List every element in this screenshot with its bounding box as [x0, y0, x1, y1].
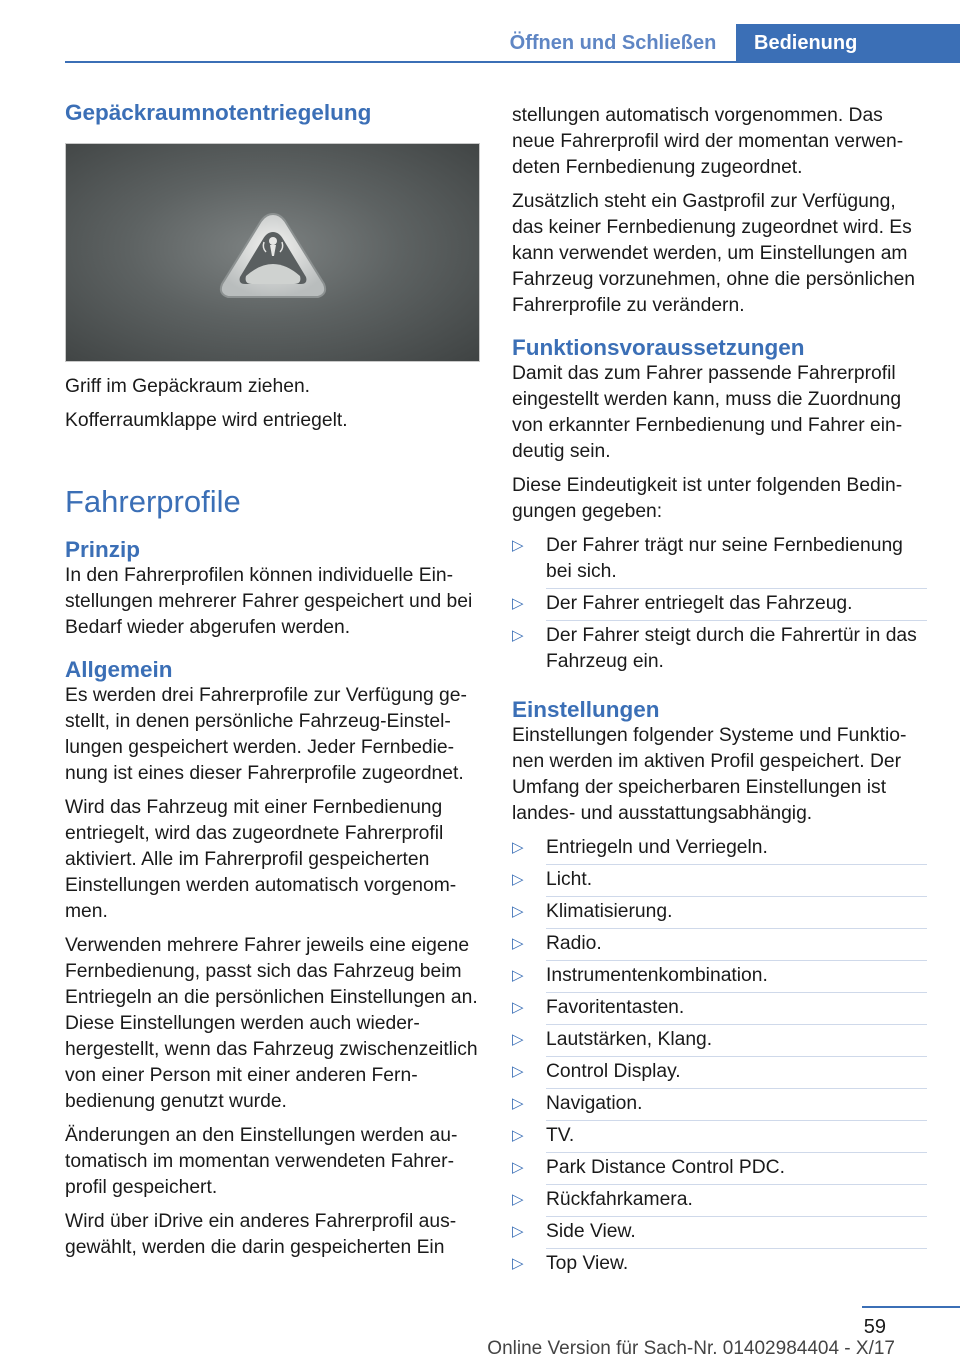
heading-allgemein: Allgemein: [65, 657, 173, 682]
paragraph-allgemein-1: Es werden drei Fahrerprofile zur Verfügung gestellt, in denen persönliche Fahrzeug-Einstellungen gespeichert werden. Jeder Fernbedienung ist eines dieser Fahrerprofile zugeordnet.: [65, 685, 467, 784]
list-item: ▷ Park Distance Control PDC.: [512, 1155, 927, 1185]
list-item: ▷ Der Fahrer trägt nur seine Fernbedienung bei sich.: [512, 533, 927, 589]
bullet-triangle-icon: ▷: [512, 967, 524, 984]
header-rule: [65, 61, 960, 63]
list-item: ▷ Lautstärken, Klang.: [512, 1027, 927, 1057]
trunk-emergency-release-handle-icon: [66, 144, 479, 361]
bullet-triangle-icon: ▷: [512, 1223, 524, 1240]
list-item: ▷ Navigation.: [512, 1091, 927, 1121]
list-item: ▷ Der Fahrer steigt durch die Fahrertür in das Fahrzeug ein.: [512, 625, 917, 672]
heading-fahrerprofile: Fahrerprofile: [65, 484, 241, 519]
paragraph-funktion-2: Diese Eindeutigkeit ist unter folgenden Bedingungen gegeben:: [512, 475, 903, 522]
header-section-title: Öffnen und Schließen: [509, 32, 717, 54]
list-item: ▷ Favoritentasten.: [512, 995, 927, 1025]
right-column: [512, 103, 927, 1285]
bullet-triangle-icon: ▷: [512, 1255, 524, 1272]
bullet-triangle-icon: ▷: [512, 1095, 524, 1112]
bullet-triangle-icon: ▷: [512, 839, 524, 856]
header-tab-bedienung: Bedienung: [736, 24, 960, 63]
bullet-triangle-icon: ▷: [512, 935, 524, 952]
bullet-triangle-icon: ▷: [512, 871, 524, 888]
bullet-triangle-icon: ▷: [512, 627, 524, 644]
paragraph-allgemein-4: Änderungen an den Einstellungen werden automatisch im momentan verwendeten Fahrerprofil gespeichert.: [65, 1125, 458, 1198]
list-item: ▷ Instrumentenkombination.: [512, 963, 927, 993]
paragraph-allgemein-5: Wird über iDrive ein anderes Fahrerprofil ausgewählt, werden die darin gespeicherten Ein: [65, 1211, 457, 1258]
trunk-release-photo: [65, 143, 480, 362]
paragraph-prinzip: In den Fahrerprofilen können individuelle Einstellungen mehrerer Fahrer gespeichert und bei Bedarf wieder abgerufen werden.: [65, 565, 473, 638]
heading-prinzip: Prinzip: [65, 537, 141, 562]
bullet-triangle-icon: ▷: [512, 903, 524, 920]
heading-notentriegelung: Gepäckraumnotentriegelung: [65, 100, 372, 125]
list-item: ▷ Entriegeln und Verriegeln.: [512, 835, 927, 865]
paragraph-funktion-1: Damit das zum Fahrer passende Fahrerprofil eingestellt werden kann, muss die Zuordnung von erkannter Fernbedienung und Fahrer eindeutig sein.: [512, 363, 903, 462]
paragraph-griff: Griff im Gepäckraum ziehen.: [65, 376, 311, 397]
list-item: ▷ Top View.: [512, 1251, 927, 1277]
list-item: ▷ Control Display.: [512, 1059, 927, 1089]
bullet-triangle-icon: ▷: [512, 537, 524, 554]
left-column: [65, 100, 480, 1269]
paragraph-continued: stellungen automatisch vorgenommen. Das neue Fahrerprofil wird der momentan verwendeten Fernbedienung zugeordnet.: [512, 105, 904, 178]
footer-rule: [862, 1306, 960, 1308]
bullet-triangle-icon: ▷: [512, 999, 524, 1016]
paragraph-gastprofil: Zusätzlich steht ein Gastprofil zur Verfügung, das keiner Fernbedienung zugeordnet wird. Es kann verwendet werden, um Einstellungen am Fahrzeug vorzunehmen, ohne die persönlichen Fahrerprofile zu verändern.: [512, 191, 916, 316]
bullet-triangle-icon: ▷: [512, 595, 524, 612]
paragraph-allgemein-3: Verwenden mehrere Fahrer jeweils eine eigene Fernbedienung, passt sich das Fahrzeug beim Entriegeln an die persönlichen Einstellungen an. Diese Einstellungen werden auch wiederhergestellt, wenn das Fahrzeug zwischenzeitlich von einer Person mit einer anderen Fernbedienung genutzt wurde.: [65, 935, 478, 1112]
list-item: ▷ Licht.: [512, 867, 927, 897]
footer-online-version: Online Version für Sach-Nr. 01402984404 - X/17: [487, 1338, 895, 1359]
paragraph-klappe: Kofferraumklappe wird entriegelt.: [65, 410, 348, 431]
list-item: ▷ Der Fahrer entriegelt das Fahrzeug.: [512, 591, 927, 621]
heading-einstellungen: Einstellungen: [512, 697, 660, 722]
list-item: ▷ Klimatisierung.: [512, 899, 927, 929]
conditions-list: [512, 533, 927, 675]
paragraph-einstellungen: Einstellungen folgender Systeme und Funktionen werden im aktiven Profil gespeichert. Der Umfang der speicherbaren Einstellungen ist landes- und ausstattungsabhängig.: [512, 725, 907, 824]
bullet-triangle-icon: ▷: [512, 1031, 524, 1048]
bullet-triangle-icon: ▷: [512, 1191, 524, 1208]
bullet-triangle-icon: ▷: [512, 1127, 524, 1144]
list-item: ▷ Radio.: [512, 931, 927, 961]
paragraph-allgemein-2: Wird das Fahrzeug mit einer Fernbedienung entriegelt, wird das zugeordnete Fahrerprofil aktiviert. Alle im Fahrerprofil gespeicherten Einstellungen werden automatisch vorgenommen.: [65, 797, 457, 922]
list-item: ▷ Side View.: [512, 1219, 927, 1249]
heading-funktionsvoraussetzungen: Funktionsvoraussetzungen: [512, 335, 805, 360]
page-number: 59: [863, 1316, 886, 1338]
list-item: ▷ Rückfahrkamera.: [512, 1187, 927, 1217]
bullet-triangle-icon: ▷: [512, 1063, 524, 1080]
bullet-triangle-icon: ▷: [512, 1159, 524, 1176]
settings-list: [512, 835, 927, 1277]
list-item: ▷ TV.: [512, 1123, 927, 1153]
